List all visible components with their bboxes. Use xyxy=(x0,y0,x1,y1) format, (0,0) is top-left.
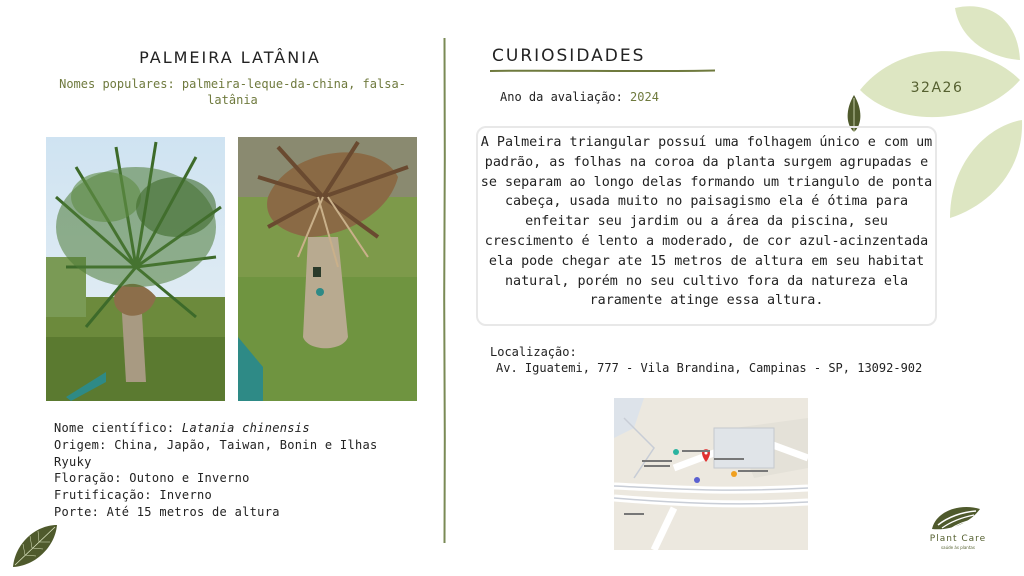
year-value: 2024 xyxy=(630,90,659,104)
brand-tagline: saúde às plantas xyxy=(941,545,975,550)
page-title: PALMEIRA LATÂNIA xyxy=(139,48,321,67)
brand-name: Plant Care xyxy=(929,534,987,544)
popular-names: Nomes populares: palmeira-leque-da-china, falsa-latânia xyxy=(59,77,406,107)
leaf-icon xyxy=(955,6,1020,60)
curiosities-title: CURIOSIDADES xyxy=(492,46,646,66)
leaf-icon xyxy=(10,522,60,570)
description-text: A Palmeira triangular possuí uma folhagem único e com um padrão, as folhas na coroa da planta surgem agrupadas e se separam ao longo delas formando um triangulo de ponta cabeça, usada muito no paisagismo ela é ótima para enfeitar seu jardim ou a área da piscina, seu crescimento é lento a moderado, de cor azul-acinzentada ela pode chegar ate 15 metros de altura em seu habitat natural, porém no seu cultivo fora da natureza ela raramente atinge essa altura. xyxy=(480,135,933,309)
fruiting: Frutificação: Inverno xyxy=(54,488,213,503)
scientific-name-value: Latania chinensis xyxy=(181,421,310,435)
plant-facts xyxy=(54,420,414,521)
plant-care-logo-icon xyxy=(930,503,982,533)
year-label: Ano da avaliação: xyxy=(500,90,631,104)
location-map[interactable] xyxy=(614,398,808,550)
evaluation-year xyxy=(500,90,659,104)
title-underline xyxy=(490,69,715,73)
plant-code: 32A26 xyxy=(910,80,964,96)
origin-line-2: Ryuky xyxy=(54,454,92,469)
location-address: Av. Iguatemi, 777 - Vila Brandina, Campinas - SP, 13092-902 xyxy=(496,361,923,375)
scientific-name-row xyxy=(54,420,414,437)
origin-line-1: Origem: China, Japão, Taiwan, Bonin e Ilhas xyxy=(54,437,378,452)
location-label: Localização: xyxy=(490,345,577,359)
size: Porte: Até 15 metros de altura xyxy=(54,504,280,519)
column-divider xyxy=(443,38,446,543)
scientific-name-label: Nome científico: xyxy=(54,421,182,435)
flowering: Floração: Outono e Inverno xyxy=(54,471,250,486)
leaf-icon xyxy=(950,120,1022,218)
palm-photo-2 xyxy=(238,137,417,401)
palm-photo-1 xyxy=(46,137,225,401)
